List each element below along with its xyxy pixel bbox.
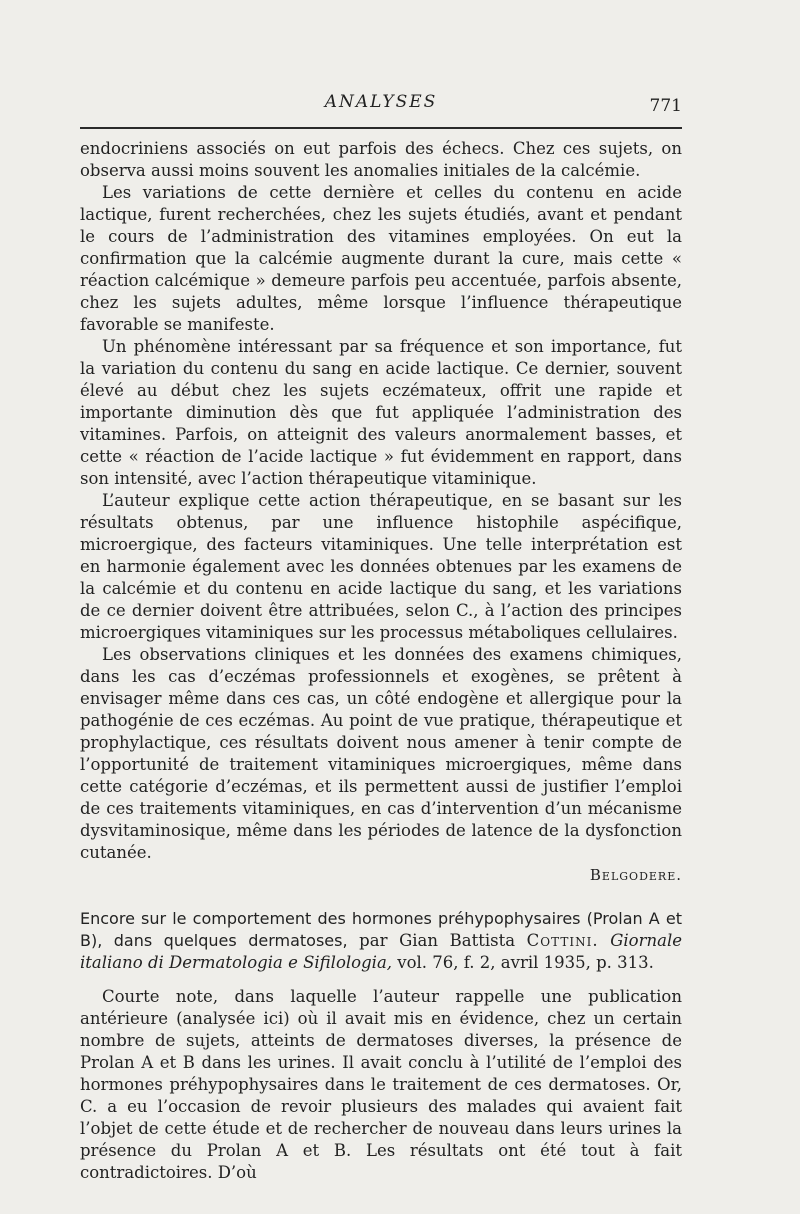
article-title: Encore sur le comportement des hormones préhypophysaires (Prolan A et B), dans quelques dermatoses, [80, 909, 682, 950]
article-heading [80, 908, 682, 974]
paragraph-continuation: endocriniens associés on eut parfois des échecs. Chez ces sujets, on observa aussi moins souvent les anomalies initiales de la calcémie. [80, 139, 682, 180]
header-rule [80, 127, 682, 129]
heading-gap [80, 974, 682, 986]
page-header [80, 92, 682, 122]
article-citation: vol. 76, f. 2, avril 1935, p. 313. [392, 953, 654, 972]
running-title: ANALYSES [324, 92, 438, 112]
article-journal: Giornale italiano di Dermatologia e Sifilologia, [80, 931, 682, 972]
section-spacer [80, 886, 682, 908]
paragraph-interpretation: L’auteur explique cette action thérapeutique, en se basant sur les résultats obtenus, par une influence histophile aspécifique, microergique, des facteurs vitaminiques. Une telle interprétation est en harmonie également avec les données obtenues par les examens de la calcémie et du contenu en acide lactique du sang, et les variations de ce dernier doivent être attribuées, selon C., à l’action des principes microergiques vitaminiques sur les processus métaboliques cellulaires. [80, 491, 682, 642]
page-number: 771 [649, 96, 682, 116]
paragraph-lactic-acid: Un phénomène intéressant par sa fréquence et son importance, fut la variation du contenu du sang en acide lactique. Ce dernier, souvent élevé au début chez les sujets eczémateux, offrit une rapide et importante diminution dès que fut appliquée l’administration des vitamines. Parfois, on atteignit des valeurs anormalement basses, et cette « réaction de l’acide lactique » fut évidemment en rapport, dans son intensité, avec l’action thérapeutique vitaminique. [80, 337, 682, 488]
paragraph-conclusion: Les observations cliniques et les données des examens chimiques, dans les cas d’eczémas professionnels et exogènes, se prêtent à envisager même dans ces cas, un côté endogène et allergique pour la pathogénie de ces eczémas. Au point de vue pratique, thérapeutique et prophylactique, ces résultats doivent nous amener à tenir compte de l’opportunité de traitement vitaminiques microergiques, même dans cette catégorie d’eczémas, et ils permettent aussi de justifier l’emploi de ces traitements vitaminiques, en cas d’intervention d’un mécanisme dysvitaminosique, même dans les périodes de latence de la dysfonction cutanée. [80, 645, 682, 862]
body-text [80, 138, 682, 1184]
paragraph-calcemia: Les variations de cette dernière et celles du contenu en acide lactique, furent recherchées, chez les sujets étudiés, avant et pendant le cours de l’administration des vitamines employées. On eut la confirmation que la calcémie augmente durant la cure, mais cette « réaction calcémique » demeure parfois peu accentuée, parfois absente, chez les sujets adultes, même lorsque l’influence thérapeutique favorable se manifeste. [80, 183, 682, 334]
article-author: Cottini. [526, 931, 599, 950]
signature: Belgodere. [589, 866, 682, 884]
article-by: par Gian Battista [347, 931, 527, 950]
article-body: Courte note, dans laquelle l’auteur rappelle une publication antérieure (analysée ici) où il avait mis en évidence, chez un certain nombre de sujets, atteints de dermatoses diverses, la présence de Prolan A et B dans les urines. Il avait conclu à l’utilité de l’emploi des hormones préhypophysaires dans le traitement de ces dermatoses. Or, C. a eu l’occasion de revoir plusieurs des malades qui avaient fait l’objet de cette étude et de rechercher de nouveau dans leurs urines la présence du Prolan A et B. Les résultats ont été tout à fait contradictoires. D’où [80, 987, 682, 1182]
